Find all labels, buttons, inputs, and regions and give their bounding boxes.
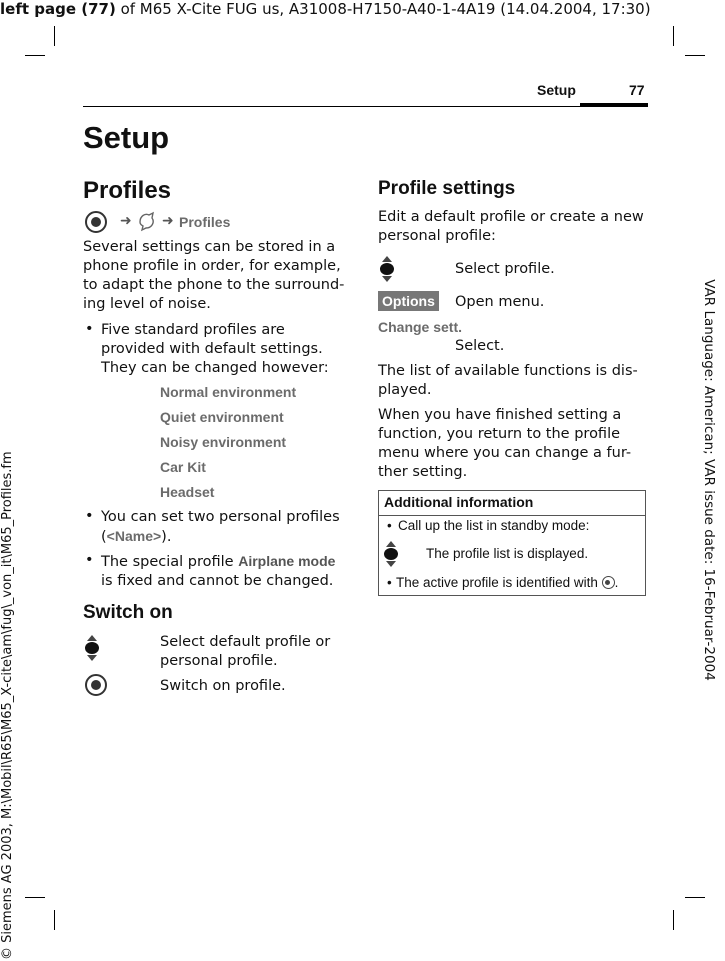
profile-headset: Headset: [160, 484, 215, 500]
profile-noisy: Noisy environment: [160, 434, 287, 450]
running-title: Setup: [537, 82, 576, 98]
nav-key-icon: [85, 635, 99, 661]
page-title: Setup: [83, 120, 170, 155]
file-info-line: [0, 0, 651, 18]
options-softkey: Options: [378, 291, 439, 311]
info-active-text: The active profile is identified with: [396, 575, 598, 590]
additional-info-box: [378, 490, 646, 596]
profiles-heading: Profiles: [83, 177, 172, 204]
nav-key-icon: [384, 541, 398, 567]
intro-paragraph: Several settings can be stored in a phone profile in order, for example, to adapt the phone to the surround-ing level of noise.: [83, 239, 345, 312]
file-info-bold: left page (77): [0, 0, 116, 18]
arrow-icon: ➜: [162, 213, 174, 229]
bullet-marker: •: [387, 575, 392, 590]
step-select: Select.: [455, 338, 505, 354]
airplane-mode-label: Airplane mode: [238, 553, 336, 569]
info-item-standby: Call up the list in standby mode:: [398, 518, 590, 533]
info-item-active: [396, 575, 618, 590]
switch-step-activate: Switch on profile.: [160, 678, 286, 694]
name-placeholder: <Name>: [106, 528, 162, 544]
setup-menu-icon: [136, 210, 158, 232]
change-settings-label: Change sett.: [378, 319, 463, 335]
info-separator: [379, 515, 645, 516]
return-paragraph: When you have finished setting a function, you return to the profile menu where you can change a fur-ther setting.: [378, 407, 632, 480]
profile-car-kit: Car Kit: [160, 459, 206, 475]
switch-on-heading: Switch on: [83, 602, 173, 623]
bullet-airplane-end: is fixed and cannot be changed.: [101, 573, 334, 589]
bullet-personal-end: ).: [161, 529, 172, 545]
bullet-marker: •: [387, 518, 392, 533]
crop-mark: [25, 55, 45, 56]
functions-list-paragraph: The list of available functions is dis-played.: [378, 363, 638, 398]
crop-mark: [673, 910, 674, 930]
profile-quiet: Quiet environment: [160, 409, 284, 425]
switch-step-select: Select default profile or personal profile.: [160, 634, 331, 669]
crop-mark: [685, 897, 705, 898]
step-select-profile: Select profile.: [455, 261, 555, 277]
center-key-icon: [85, 211, 107, 233]
arrow-icon: ➜: [120, 213, 132, 229]
file-info-rest: of M65 X-Cite FUG us, A31008-H7150-A40-1-4A19 (14.04.2004, 17:30): [115, 0, 651, 18]
info-title: Additional information: [384, 494, 534, 510]
page-number: 77: [629, 82, 645, 98]
info-active-end: .: [614, 575, 619, 590]
crop-mark: [54, 26, 55, 46]
step-open-menu: Open menu.: [455, 294, 545, 310]
menu-path-profiles: Profiles: [179, 214, 231, 230]
crop-mark: [25, 897, 45, 898]
crop-mark: [673, 26, 674, 46]
header-rule: [83, 106, 648, 107]
profile-settings-heading: Profile settings: [378, 178, 516, 199]
bullet-marker: •: [85, 552, 94, 568]
crop-mark: [54, 910, 55, 930]
var-language-note: VAR Language: American; VAR issue date: 16-Februar-2004: [701, 279, 717, 681]
bullet-airplane-mode: [101, 552, 351, 591]
copyright-path-note: © Siemens AG 2003, M:\Mobil\R65\M65_X-cite\am\fug\_von_it\M65_Profiles.fm: [0, 451, 15, 960]
nav-key-icon: [380, 256, 394, 282]
profile-settings-intro: Edit a default profile or create a new personal profile:: [378, 209, 644, 244]
active-profile-icon: [602, 576, 615, 589]
profile-normal: Normal environment: [160, 384, 297, 400]
bullet-airplane-text: The special profile: [101, 554, 239, 570]
bullet-personal-profiles: [101, 508, 351, 547]
bullet-personal-text: You can set two personal profiles (: [101, 509, 340, 545]
center-key-icon: [85, 674, 107, 696]
bullet-marker: •: [85, 321, 94, 337]
crop-mark: [685, 55, 705, 56]
bullet-marker: •: [85, 508, 94, 524]
bullet-standard-profiles: Five standard profiles are provided with default settings. They can be changed however:: [101, 322, 329, 376]
info-profile-list-displayed: The profile list is displayed.: [426, 546, 589, 561]
